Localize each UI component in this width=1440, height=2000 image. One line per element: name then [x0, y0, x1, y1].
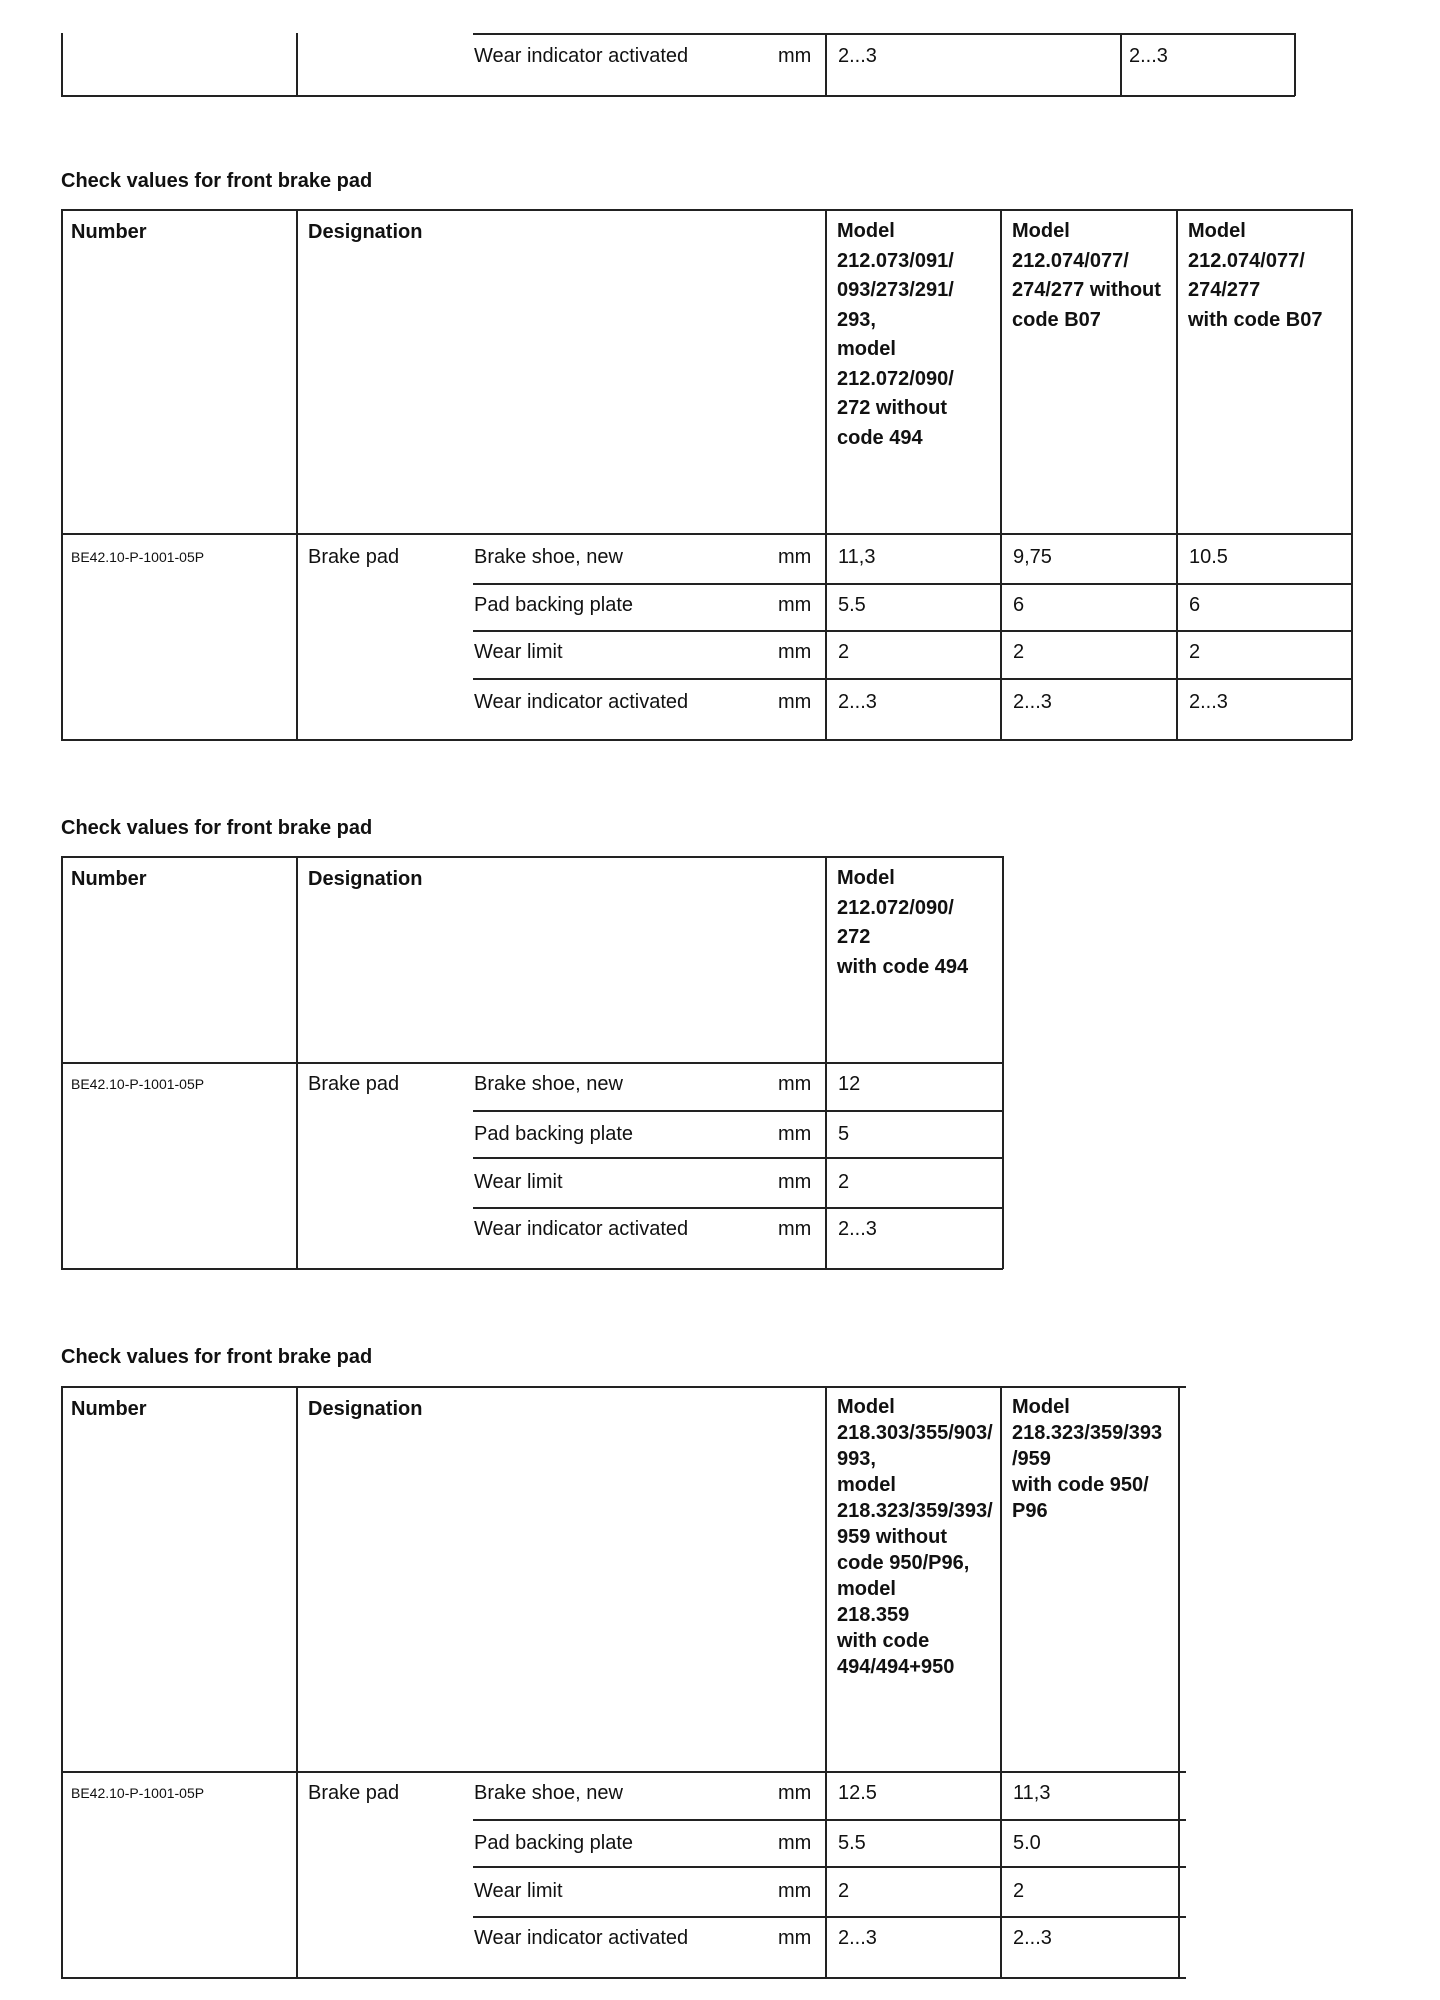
model-header: Model 212.073/091/ 093/273/291/ 293, model 212.072/090/ 272 without code 494	[837, 220, 954, 449]
value-cell: 5.0	[1013, 1832, 1041, 1854]
component-cell: Brake pad	[308, 1073, 400, 1095]
number-header: Number	[71, 868, 147, 890]
parameter-label: Pad backing plate	[474, 594, 634, 616]
value-cell: 12.5	[838, 1782, 877, 1804]
value-cell: 2...3	[838, 45, 877, 67]
model-header: Model 218.323/359/393 /959 with code 950/ P96	[1012, 1396, 1163, 1522]
model-header: Model 212.072/090/ 272 with code 494	[837, 867, 969, 978]
value-cell: 9,75	[1013, 546, 1052, 568]
unit-label: mm	[778, 1782, 812, 1804]
value-cell: 11,3	[838, 546, 876, 568]
grid-line	[61, 1268, 1003, 1270]
value-cell: 2	[838, 1171, 850, 1193]
value-cell: 5.5	[838, 594, 866, 616]
designation-header: Designation	[308, 1398, 423, 1420]
parameter-label: Brake shoe, new	[474, 546, 623, 568]
value-cell: 6	[1189, 594, 1201, 616]
value-cell: 2	[838, 641, 850, 663]
grid-line	[296, 1386, 298, 1978]
parameter-label: Wear limit	[474, 1880, 563, 1902]
number-cell: BE42.10-P-1001-05P	[71, 549, 205, 565]
grid-line	[1002, 856, 1004, 1269]
value-cell: 2...3	[838, 1927, 877, 1949]
grid-line	[1176, 209, 1178, 740]
section-title: Check values for front brake pad	[61, 817, 373, 839]
unit-label: mm	[778, 45, 812, 67]
grid-line	[473, 630, 1352, 632]
number-header: Number	[71, 221, 147, 243]
designation-header: Designation	[308, 868, 423, 890]
grid-line	[473, 1819, 1186, 1821]
unit-label: mm	[778, 1171, 812, 1193]
unit-label: mm	[778, 641, 812, 663]
unit-label: mm	[778, 1927, 812, 1949]
grid-line	[825, 1386, 827, 1978]
grid-line	[473, 678, 1352, 680]
value-cell: 12	[838, 1073, 861, 1095]
value-cell: 2...3	[1013, 691, 1052, 713]
unit-label: mm	[778, 1123, 812, 1145]
designation-header: Designation	[308, 221, 423, 243]
grid-line	[61, 1386, 1186, 1388]
number-cell: BE42.10-P-1001-05P	[71, 1076, 205, 1092]
grid-line	[1000, 209, 1002, 740]
grid-line	[61, 1062, 1003, 1064]
value-cell: 2...3	[838, 691, 877, 713]
number-cell: BE42.10-P-1001-05P	[71, 1785, 205, 1801]
grid-line	[61, 1977, 1186, 1979]
grid-line	[473, 1916, 1186, 1918]
unit-label: mm	[778, 594, 812, 616]
value-cell: 5	[838, 1123, 850, 1145]
model-header: Model 212.074/077/ 274/277 without code B07	[1012, 220, 1161, 331]
value-cell: 2	[1013, 641, 1025, 663]
value-cell: 11,3	[1013, 1782, 1051, 1804]
grid-line	[825, 33, 827, 96]
parameter-label: Wear indicator activated	[474, 1218, 689, 1240]
unit-label: mm	[778, 1218, 812, 1240]
parameter-label: Pad backing plate	[474, 1123, 634, 1145]
grid-line	[61, 1771, 1186, 1773]
unit-label: mm	[778, 1832, 812, 1854]
number-header: Number	[71, 1398, 147, 1420]
parameter-label: Brake shoe, new	[474, 1782, 623, 1804]
grid-line	[473, 583, 1352, 585]
grid-line	[1000, 1386, 1002, 1978]
grid-line	[825, 209, 827, 740]
grid-line	[473, 1866, 1186, 1868]
parameter-label: Wear indicator activated	[474, 691, 689, 713]
parameter-label: Wear limit	[474, 641, 563, 663]
grid-line	[61, 856, 63, 1269]
grid-line	[61, 1386, 63, 1978]
grid-line	[61, 209, 1352, 211]
model-header: Model 212.074/077/ 274/277 with code B07	[1188, 220, 1323, 331]
parameter-label: Wear indicator activated	[474, 45, 689, 67]
grid-line	[61, 209, 63, 740]
grid-line	[61, 95, 1295, 97]
grid-line	[61, 533, 1352, 535]
value-cell: 2...3	[1013, 1927, 1052, 1949]
unit-label: mm	[778, 1880, 812, 1902]
grid-line	[61, 739, 1352, 741]
section-title: Check values for front brake pad	[61, 1346, 373, 1368]
parameter-label: Wear limit	[474, 1171, 563, 1193]
parameter-label: Brake shoe, new	[474, 1073, 623, 1095]
grid-line	[473, 1157, 1003, 1159]
component-cell: Brake pad	[308, 546, 400, 568]
unit-label: mm	[778, 546, 812, 568]
grid-line	[473, 1110, 1003, 1112]
grid-line	[296, 856, 298, 1269]
value-cell: 10.5	[1189, 546, 1228, 568]
value-cell: 2...3	[1129, 45, 1168, 67]
grid-line	[61, 33, 63, 96]
model-header: Model 218.303/355/903/ 993, model 218.323/359/393/ 959 without code 950/P96, model 218.359 with code 494/494+950	[837, 1396, 993, 1678]
grid-line	[296, 33, 298, 96]
grid-line	[473, 1207, 1003, 1209]
grid-line	[1178, 1386, 1180, 1978]
parameter-label: Wear indicator activated	[474, 1927, 689, 1949]
value-cell: 2...3	[838, 1218, 877, 1240]
value-cell: 2	[1013, 1880, 1025, 1902]
value-cell: 5.5	[838, 1832, 866, 1854]
unit-label: mm	[778, 691, 812, 713]
grid-line	[296, 209, 298, 740]
grid-line	[825, 856, 827, 1269]
value-cell: 2	[1189, 641, 1201, 663]
grid-line	[1120, 33, 1122, 96]
value-cell: 2	[838, 1880, 850, 1902]
component-cell: Brake pad	[308, 1782, 400, 1804]
grid-line	[473, 33, 1295, 35]
unit-label: mm	[778, 1073, 812, 1095]
section-title: Check values for front brake pad	[61, 170, 373, 192]
value-cell: 2...3	[1189, 691, 1228, 713]
value-cell: 6	[1013, 594, 1025, 616]
grid-line	[1351, 209, 1353, 740]
grid-line	[1294, 33, 1296, 96]
parameter-label: Pad backing plate	[474, 1832, 634, 1854]
grid-line	[61, 856, 1003, 858]
